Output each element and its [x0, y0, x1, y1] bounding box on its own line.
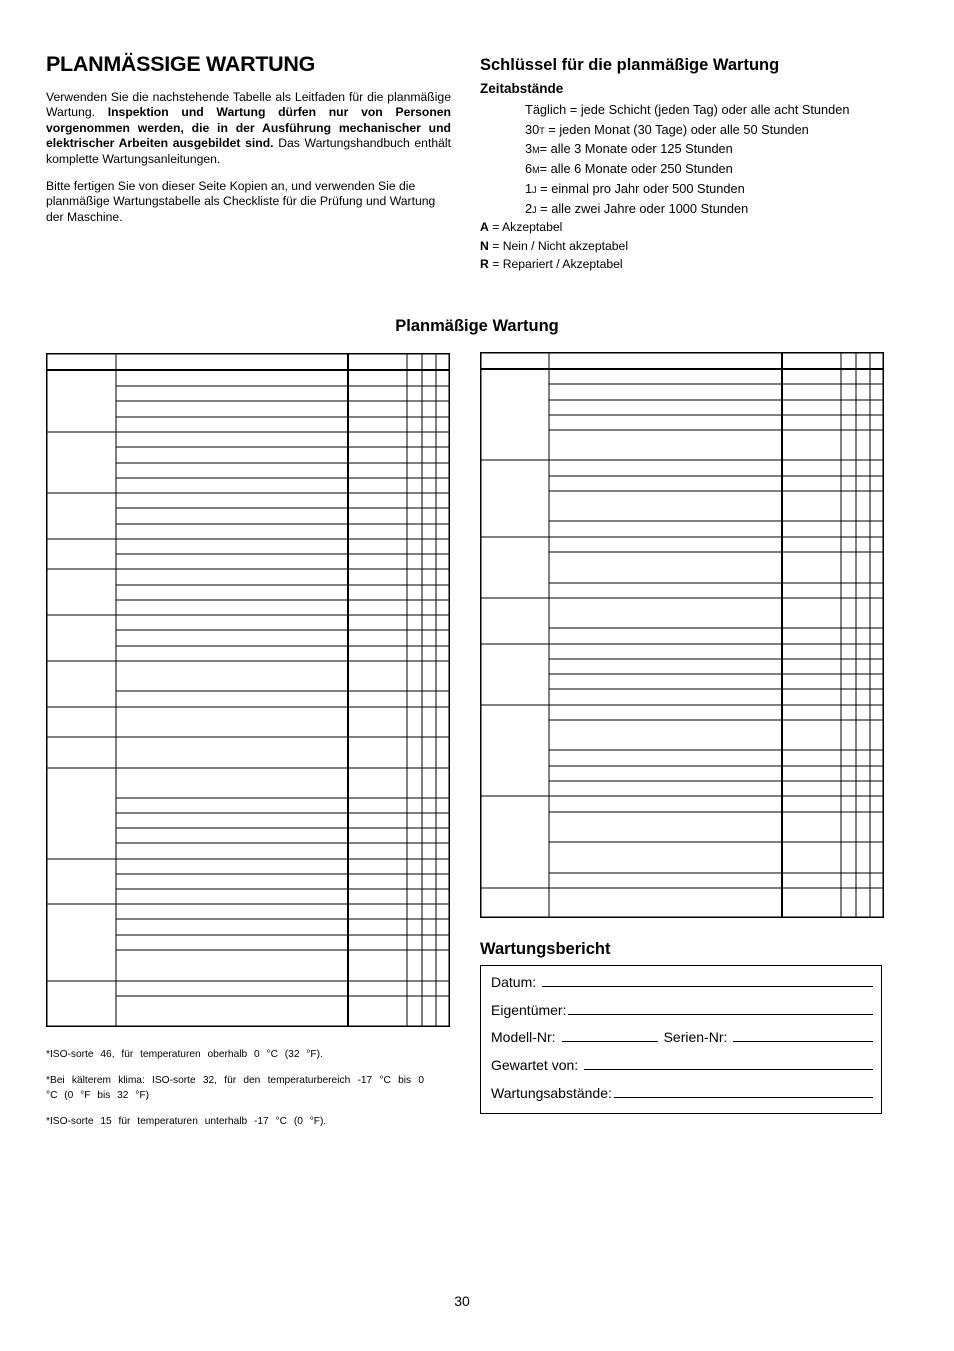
model-label: Modell-Nr:	[491, 1029, 556, 1045]
intervals-field[interactable]	[614, 1096, 873, 1098]
interval-item: 6M= alle 6 Monate oder 250 Stunden	[525, 161, 733, 177]
report-owner-row	[491, 1002, 873, 1018]
interval-item: 2J = alle zwei Jahre oder 1000 Stunden	[525, 200, 749, 216]
intro-p1-b: Das Wartungshandbuch enthält komplette Wartungsanleitungen.	[46, 136, 451, 166]
serial-label: Serien-Nr:	[663, 1029, 728, 1045]
serviced-by-field[interactable]	[584, 1068, 873, 1070]
intro-paragraph-1	[46, 90, 451, 167]
serviced-by-label: Gewartet von:	[491, 1057, 579, 1073]
schedule-title: Planmäßige Wartung	[395, 317, 559, 335]
footnote: *ISO-sorte 46, für temperaturen oberhalb 0 °C (32 °F).	[46, 1049, 323, 1060]
report-model-row	[491, 1029, 873, 1045]
serial-field[interactable]	[733, 1040, 873, 1042]
intro-paragraph-2: Bitte fertigen Sie von dieser Seite Kopien an, und verwenden Sie die planmäßige Wartungstabelle als Checkliste für die Prüfung und Wartung der Maschine.	[46, 179, 436, 224]
maintenance-table-right	[480, 352, 884, 918]
date-label: Datum:	[491, 974, 537, 990]
owner-field[interactable]	[568, 1013, 873, 1015]
status-item: A = Akzeptabel	[480, 220, 563, 234]
maintenance-table-left	[46, 353, 450, 1027]
interval-item: 30T = jeden Monat (30 Tage) oder alle 50 Stunden	[525, 121, 809, 137]
maintenance-report-form	[480, 965, 882, 1114]
report-date-row	[491, 974, 873, 990]
intro-p1-bold: Inspektion und Wartung dürfen nur von Personen vorgenommen werden, die in der Ausführung mechanischer und elektrischer Arbeiten ausgebildet sind.	[46, 105, 451, 151]
footnote: *ISO-sorte 15 für temperaturen unterhalb -17 °C (0 °F).	[46, 1116, 327, 1127]
table-border	[481, 353, 884, 918]
interval-item: Täglich = jede Schicht (jeden Tag) oder alle acht Stunden	[525, 102, 850, 117]
report-title: Wartungsbericht	[480, 940, 611, 958]
intervals-label: Wartungsabstände:	[491, 1085, 612, 1101]
status-item: R = Repariert / Akzeptabel	[480, 257, 623, 271]
status-item: N = Nein / Nicht akzeptabel	[480, 238, 629, 253]
key-title: Schlüssel für die planmäßige Wartung	[480, 56, 780, 74]
model-field[interactable]	[562, 1040, 658, 1042]
report-serviced-row	[491, 1057, 873, 1073]
table-border	[47, 354, 450, 1027]
page-title: PLANMÄSSIGE WARTUNG	[46, 52, 316, 76]
interval-item: 1J = einmal pro Jahr oder 500 Stunden	[525, 180, 745, 196]
report-intervals-row	[491, 1085, 873, 1101]
footnotes	[46, 1047, 424, 1140]
intervals-title: Zeitabstände	[480, 81, 564, 96]
page-number: 30	[454, 1293, 470, 1309]
status-legend	[480, 218, 628, 274]
intro-p1-a: Verwenden Sie die nachstehende Tabelle als Leitfaden für die planmäßige Wartung.	[46, 90, 451, 120]
date-field[interactable]	[542, 985, 873, 987]
owner-label: Eigentümer:	[491, 1002, 567, 1018]
intro-text	[46, 90, 451, 237]
interval-item: 3M= alle 3 Monate oder 125 Stunden	[525, 141, 733, 157]
footnote: *Bei kälterem klima: ISO-sorte 32, für den temperaturbereich -17 °C bis 0 °C (0 °F bis 32 °F)	[46, 1075, 424, 1101]
interval-list	[525, 101, 850, 219]
